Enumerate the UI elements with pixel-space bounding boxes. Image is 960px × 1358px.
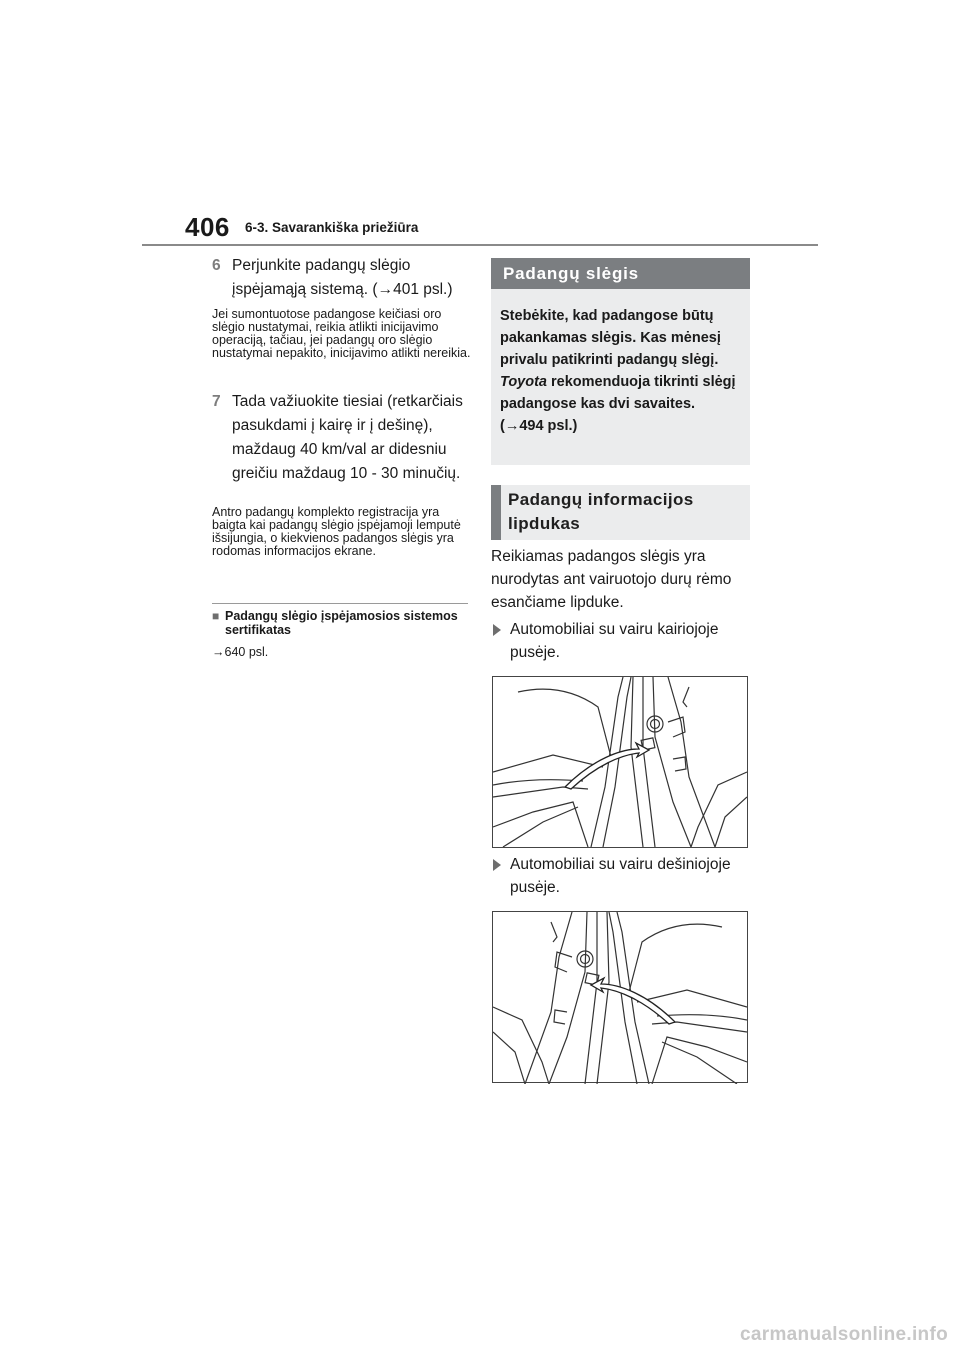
subsection-title: Padangų slėgio įspėjamosios sistemos sertifikatas [225,609,458,637]
watermark: carmanualsonline.info [740,1324,948,1345]
figure-lhd-door-pillar [492,676,748,848]
subheading-box [491,485,750,540]
figure-rhd-door-pillar [492,911,748,1083]
bullet-rhd-text: Automobiliai su vairu dešiniojoje pusėje. [510,856,731,896]
triangle-bullet-icon [493,624,501,636]
bullet-lhd [493,618,751,664]
step-7-number: 7 [212,393,221,410]
callout-text [500,305,740,437]
callout-text-main: Stebėkite, kad padangose būtų pakankamas slėgis. Kas mėnesį privalu patikrinti padangų slėgį. [500,308,721,368]
door-pillar-rhd-illustration [493,912,747,1084]
step-6-text: Perjunkite padangų slėgio įspėjamąją sistemą. (→401 psl.) [232,257,453,298]
note-initialization: Jei sumontuotose padangose keičiasi oro slėgio nustatymai, reikia atlikti inicijavimo operaciją, tačiau, jei padangų oro slėgio nustatymai nepakito, inicijavimo atlikti nereikia. [212,307,471,360]
page-number: 406 [185,212,230,242]
certificate-reference[interactable]: →640 psl. [212,645,269,659]
section-band-title: Padangų slėgis [491,258,750,289]
triangle-bullet-icon [493,859,501,871]
subheading-text: Padangų informacijos lipdukas [508,490,694,533]
step-6 [212,254,472,302]
step-6-number: 6 [212,257,221,274]
note-registration: Antro padangų komplekto registracija yra baigta kai padangų slėgio įspėjamoji lemputė išsijungia, o kiekvienos padangos slėgis yra rodomas informacijos ekrane. [212,505,461,558]
header-rule [142,244,818,246]
callout-brand: Toyota [500,374,547,390]
subsection-heading [212,609,468,637]
bullet-lhd-text: Automobiliai su vairu kairiojoje pusėje. [510,621,719,661]
bullet-rhd [493,853,751,899]
step-7 [212,390,472,486]
label-intro-text: Reikiamas padangos slėgis yra nurodytas ant vairuotojo durų rėmo esančiame lipduke. [491,548,732,611]
callout-reference[interactable]: (→494 psl.) [500,418,578,434]
callout-box [491,289,750,465]
door-pillar-lhd-illustration [493,677,747,847]
square-bullet-icon: ■ [212,609,220,623]
subsection-divider [212,603,468,604]
callout-text-end: rekomenduoja tikrinti slėgį padangose kas dvi savaites. [500,374,736,412]
step-7-text: Tada važiuokite tiesiai (retkarčiais pasukdami į kairę ir į dešinę), maždaug 40 km/val ar didesniu greičiu maždaug 10 - 30 minučių. [232,393,463,482]
section-title: 6-3. Savarankiška priežiūra [245,220,419,235]
